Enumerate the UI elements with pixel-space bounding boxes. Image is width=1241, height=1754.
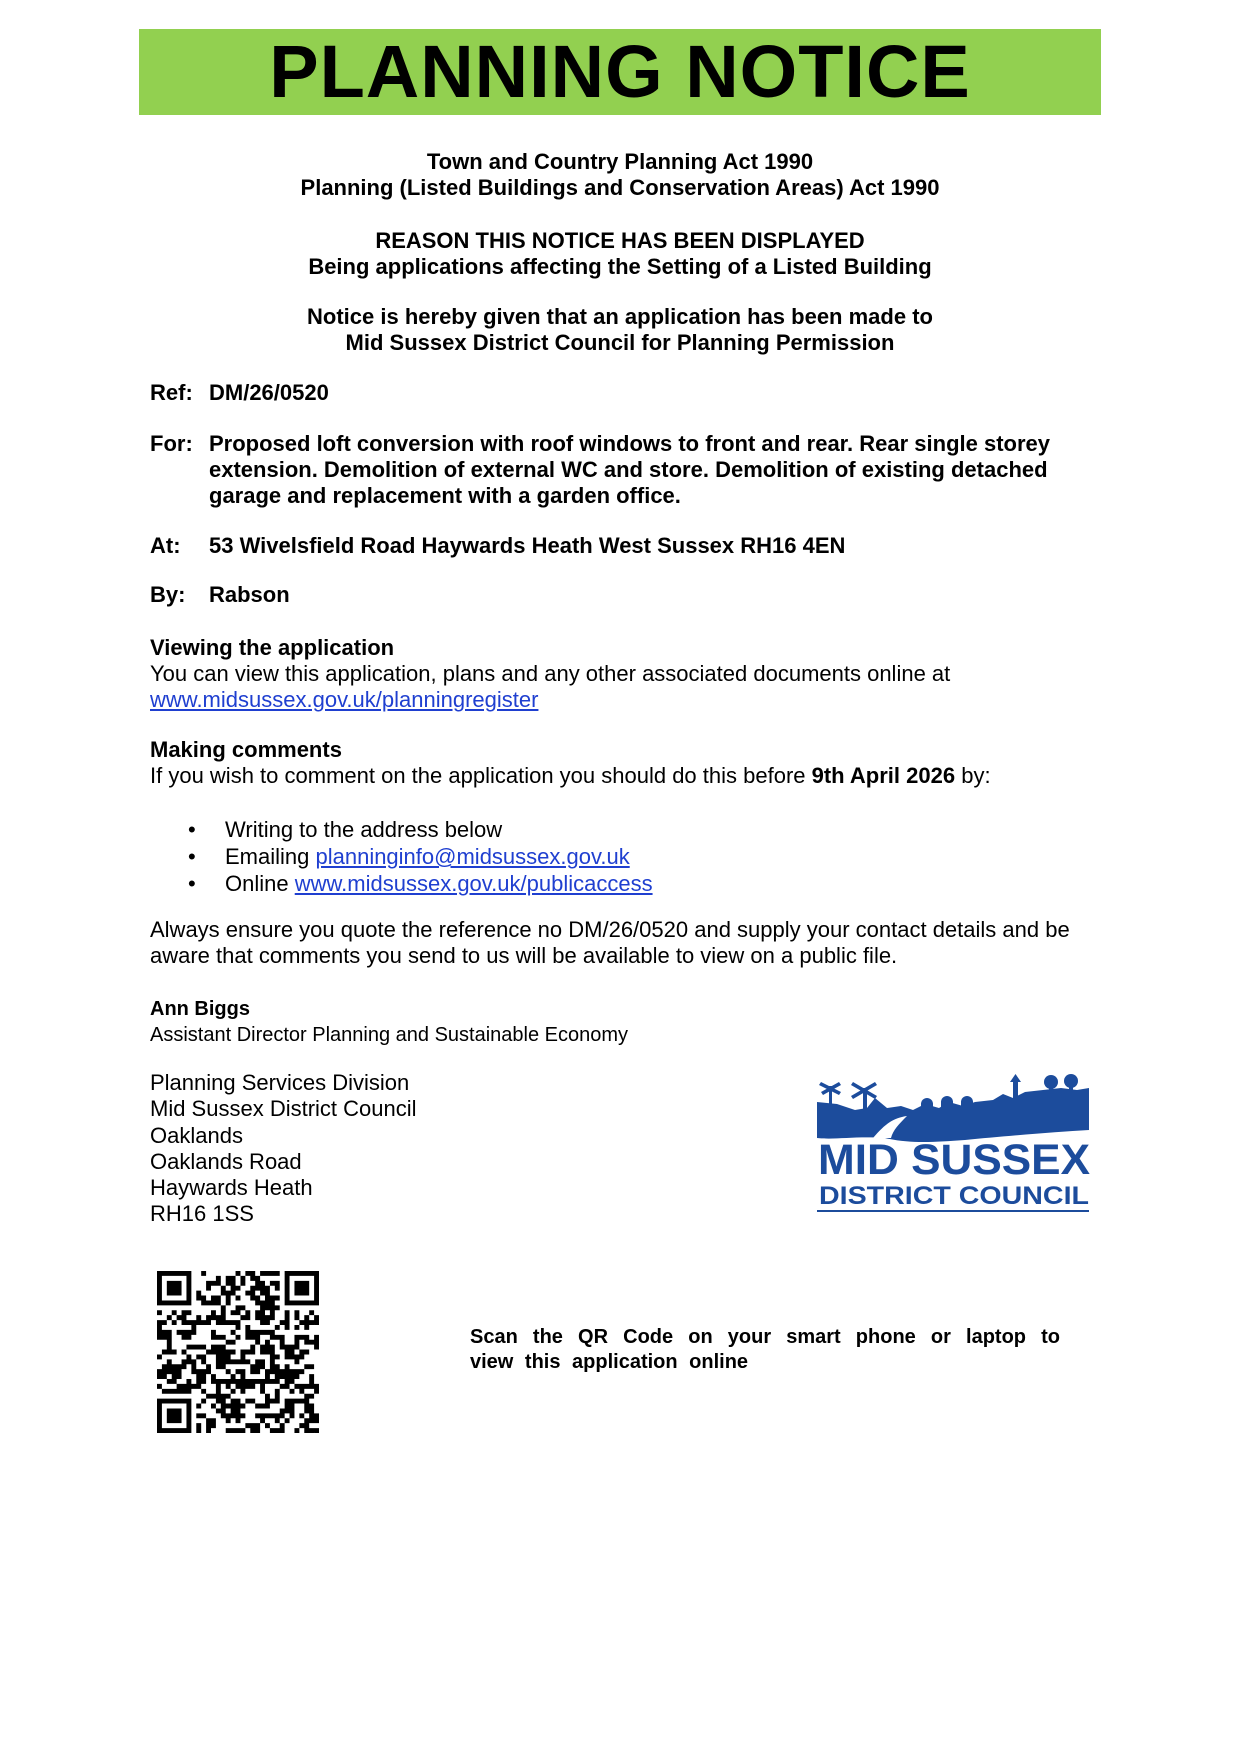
comment-deadline: 9th April 2026 bbox=[811, 763, 956, 788]
logo-text-line-2: DISTRICT COUNCIL bbox=[819, 1182, 1089, 1210]
for-row bbox=[150, 431, 1100, 509]
method-online-label: Online bbox=[225, 871, 295, 896]
address-line: RH16 1SS bbox=[150, 1201, 254, 1227]
act-line-2: Planning (Listed Buildings and Conservation Areas) Act 1990 bbox=[300, 175, 940, 200]
mid-sussex-logo bbox=[815, 1068, 1093, 1218]
comments-heading: Making comments bbox=[150, 737, 342, 762]
address-line: Oaklands bbox=[150, 1122, 243, 1148]
reason-text: Being applications affecting the Setting of a Listed Building bbox=[308, 254, 932, 279]
at-value: 53 Wivelsfield Road Haywards Heath West Sussex RH16 4EN bbox=[209, 533, 846, 558]
ref-label: Ref: bbox=[150, 380, 193, 405]
ref-row bbox=[150, 380, 1100, 406]
list-item bbox=[150, 843, 653, 870]
public-access-link[interactable]: www.midsussex.gov.uk/publicaccess bbox=[294, 871, 653, 896]
address-line: Planning Services Division bbox=[150, 1070, 410, 1095]
qr-modules bbox=[157, 1271, 319, 1433]
acts-block bbox=[139, 149, 1101, 201]
reason-block bbox=[139, 228, 1101, 280]
for-value: Proposed loft conversion with roof windows to front and rear. Rear single storey extension. Demolition of external WC and store. Demolition of existing detached garage and replacement with a garden office. bbox=[209, 431, 1051, 508]
comments-section bbox=[150, 737, 1100, 789]
act-line-1: Town and Country Planning Act 1990 bbox=[426, 149, 814, 174]
for-label: For: bbox=[150, 431, 193, 456]
address-line: Mid Sussex District Council bbox=[150, 1096, 417, 1122]
planning-register-link[interactable]: www.midsussex.gov.uk/planningregister bbox=[150, 687, 539, 712]
postal-address bbox=[150, 1070, 417, 1228]
logo-underline bbox=[817, 1210, 1089, 1212]
viewing-heading: Viewing the application bbox=[150, 635, 395, 660]
viewing-text: You can view this application, plans and any other associated documents online at bbox=[150, 661, 951, 686]
method-email-label: Emailing bbox=[225, 844, 316, 869]
notice-line-2: Mid Sussex District Council for Planning Permission bbox=[345, 330, 895, 355]
comments-text-before: If you wish to comment on the application you should do this before bbox=[150, 763, 812, 788]
notice-title: PLANNING NOTICE bbox=[269, 30, 971, 113]
viewing-section bbox=[150, 635, 1100, 713]
signatory-title: Assistant Director Planning and Sustainable Economy bbox=[150, 1024, 629, 1046]
notice-banner bbox=[139, 29, 1101, 115]
by-label: By: bbox=[150, 582, 186, 607]
reference-note: Always ensure you quote the reference no DM/26/0520 and supply your contact details and be aware that comments you send to us will be available to view on a public file. bbox=[150, 917, 1070, 968]
at-row bbox=[150, 533, 1100, 559]
list-item bbox=[150, 870, 653, 897]
notice-line-1: Notice is hereby given that an application has been made to bbox=[307, 304, 933, 329]
qr-caption: Scan the QR Code on your smart phone or laptop to view this application online bbox=[470, 1326, 1060, 1373]
signatory-name: Ann Biggs bbox=[150, 998, 250, 1020]
address-line: Oaklands Road bbox=[150, 1148, 302, 1174]
notice-block bbox=[139, 304, 1101, 356]
by-value: Rabson bbox=[209, 582, 290, 607]
reason-heading: REASON THIS NOTICE HAS BEEN DISPLAYED bbox=[375, 228, 865, 253]
comment-methods-list bbox=[150, 816, 653, 897]
comments-text-after: by: bbox=[955, 763, 991, 788]
method-writing: Writing to the address below bbox=[225, 817, 503, 842]
by-row bbox=[150, 582, 1100, 608]
comments-deadline-text bbox=[150, 763, 1100, 789]
address-line: Haywards Heath bbox=[150, 1175, 313, 1201]
list-item bbox=[150, 816, 653, 843]
email-link[interactable]: planninginfo@midsussex.gov.uk bbox=[315, 844, 630, 869]
qr-code-image[interactable] bbox=[157, 1271, 319, 1433]
at-label: At: bbox=[150, 533, 181, 558]
ref-value: DM/26/0520 bbox=[209, 380, 329, 405]
logo-text-line-1: MID SUSSEX bbox=[818, 1136, 1091, 1184]
